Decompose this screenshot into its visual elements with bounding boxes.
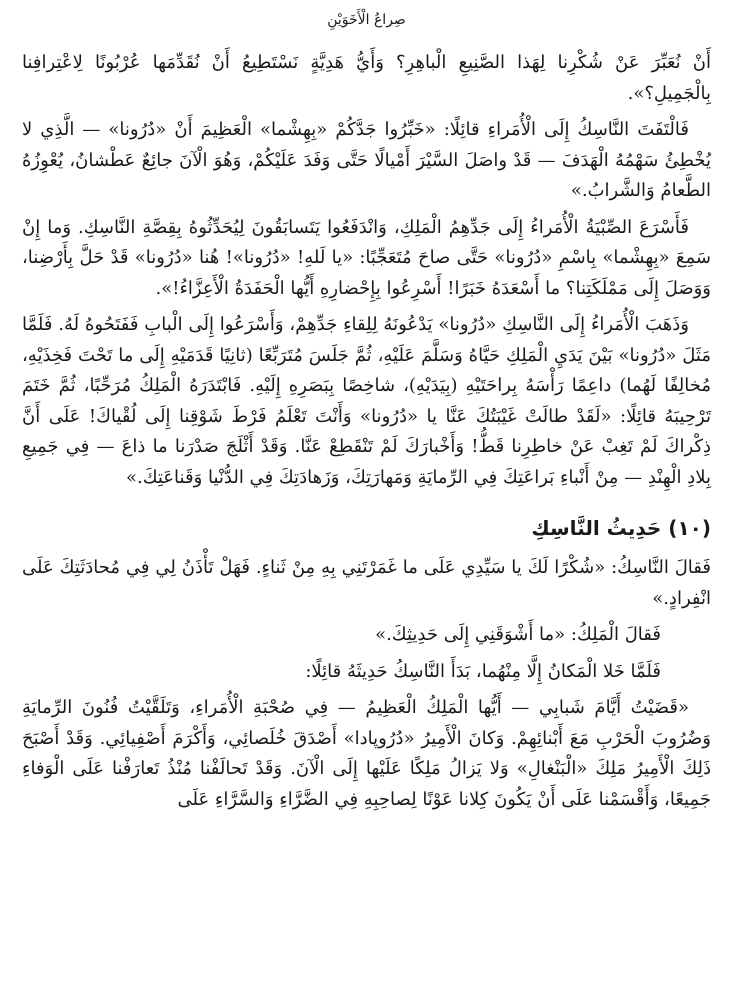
paragraph-princes-hurry: فَأَسْرَعَ الصِّبْيَةُ الْأُمَراءُ إِلَى جَدِّهِمُ الْمَلِكِ، وَانْدَفَعُوا يَتَسابَقُونَ لِيُحَدِّثُوهُ بِقِصَّةِ النَّاسِكِ. وَما إِنْ سَمِعَ «بِهِشْما» بِاسْمِ «دُرُونا» حَتَّى صاحَ مُتَعَجِّبًا: «يا لَلهِ! «دُرُونا»! هُنا «دُرُونا» قَدْ حَلَّ بِأَرْضِنا، وَوَصَلَ إِلَى مَمْلَكَتِنا؟ ما أَسْعَدَهُ خَبَرًا! أَسْرِعُوا بِإِحْضارِهِ أَيُّها الْحَفَدَةُ الْأَعِزَّاءُ!». bbox=[22, 216, 711, 299]
running-header: صِراعُ الْأَخَوَيْنِ bbox=[327, 12, 406, 28]
paragraph-king-reply: فَقالَ الْمَلِكُ: «ما أَشْوَقَنِي إِلَى حَدِيثِكَ.» bbox=[375, 624, 661, 645]
chapter-title: (١٠) حَدِيثُ النَّاسِكِ bbox=[531, 516, 711, 540]
paragraph-hermit-thanks: فَقالَ النَّاسِكُ: «شُكْرًا لَكَ يا سَيِّدِي عَلَى ما غَمَرْتَنِي بِهِ مِنْ ثَناءٍ. فَهَلْ تَأْذَنُ لِي فِي مُحادَثَتِكَ عَلَى انْفِرادٍ.» bbox=[22, 557, 711, 609]
paragraph-alone: فَلَمَّا خَلا الْمَكانُ إِلَّا مِنْهُما، بَدَأَ النَّاسِكُ حَدِيثَهُ قائِلًا: bbox=[305, 660, 661, 682]
paragraph-continuation: أَنْ نُعَبِّرَ عَنْ شُكْرِنا لِهَذا الصَّنِيعِ الْباهِرِ؟ وَأَيُّ هَدِيَّةٍ نَسْتَطِيعُ أَنْ نُقَدِّمَها عُرْبُونًا لِاعْتِرافِنا بِالْجَمِيلِ؟». bbox=[22, 52, 711, 104]
paragraph-hermit-speaks: فَالْتَفَتَ النَّاسِكُ إِلَى الْأُمَراءِ قائِلًا: «خَبِّرُوا جَدَّكُمْ «بِهِشْما» الْعَظِيمَ أَنْ «دُرُونا» — الَّذِي لا يُخْطِئُ سَهْمُهُ الْهَدَفَ — قَدْ واصَلَ السَّيْرَ أَمْيالًا حَتَّى وَفَدَ عَلَيْكُمْ، وَهُوَ الْآنَ جائِعٌ عَطْشانُ، يُعْوِزُهُ الطَّعامُ وَالشَّرابُ.» bbox=[22, 119, 711, 201]
paragraph-hermit-story: «قَضَيْتُ أَيَّامَ شَبابِي — أَيُّها الْمَلِكُ الْعَظِيمُ — فِي صُحْبَةِ الْأُمَراءِ، وَتَلَقَّيْتُ فُنُونَ الرِّمايَةِ وَضُرُوبَ الْحَرْبِ مَعَ أَبْنائِهِمْ. وَكانَ الْأَمِيرُ «دُرُوپادا» أَصْدَقَ خُلَصائِي، وَأَكْرَمَ أَصْفِيائِي. وَقَدْ أَصْبَحَ ذَلِكَ الْأَمِيرُ مَلِكَ «الْبَنْغالِ» وَلا يَزالُ مَلِكًا عَلَيْها إِلَى الْآنَ. وَقَدْ تَحالَفْنا مُنْذُ تَعارَفْنا عَلَى الْوَفاءِ جَمِيعًا، وَأَقْسَمْنا عَلَى أَنْ يَكُونَ كِلانا عَوْنًا لِصاحِبِهِ فِي الضَّرَّاءِ وَالسَّرَّاءِ عَلَى bbox=[22, 697, 711, 810]
paragraph-welcome: وَذَهَبَ الْأُمَراءُ إِلَى النَّاسِكِ «دُرُونا» يَدْعُونَهُ لِلِقاءِ جَدِّهِمْ، وَأَسْرَعُوا إِلَى الْبابِ فَفَتَحُوهُ لَهُ. فَلَمَّا مَثَلَ «دُرُونا» بَيْنَ يَدَيِ الْمَلِكِ حَيَّاهُ وَسَلَّمَ عَلَيْهِ، ثُمَّ جَلَسَ مُتَرَبِّعًا (ثانِيًا قَدَمَيْهِ إِلَى ما تَحْتَ فَخِذَيْهِ، مُخالِفًا لَهُما) داعِمًا رَأْسَهُ بِراحَتَيْهِ (بِيَدَيْهِ)، شاخِصًا بِبَصَرِهِ إِلَيْهِ. فَابْتَدَرَهُ الْمَلِكُ مُرَحِّبًا، ثُمَّ خَتَمَ تَرْحِيبَهُ قائِلًا: «لَقَدْ طالَتْ غَيْبَتُكَ عَنَّا يا «دُرُونا» وَأَنْتَ تَعْلَمُ فَرْطَ شَوْقِنا إِلَى لُقْياكَ! عَلَى أَنَّ ذِكْراكَ لَمْ تَغِبْ عَنْ خاطِرِنا قَطُّ! وَأَخْبارَكَ لَمْ تَنْقَطِعْ عَنَّا. وَقَدْ أَثْلَجَ صَدْرَنا ما ذاعَ — فِي جَمِيعِ بِلادِ الْهِنْدِ — مِنْ أَنْباءِ بَراعَتِكَ فِي الرِّمايَةِ وَمَهارَتِكَ، وَزَهادَتِكَ فِي الدُّنْيا وَقَناعَتِكَ.» bbox=[22, 314, 711, 488]
book-page bbox=[22, 0, 711, 1000]
